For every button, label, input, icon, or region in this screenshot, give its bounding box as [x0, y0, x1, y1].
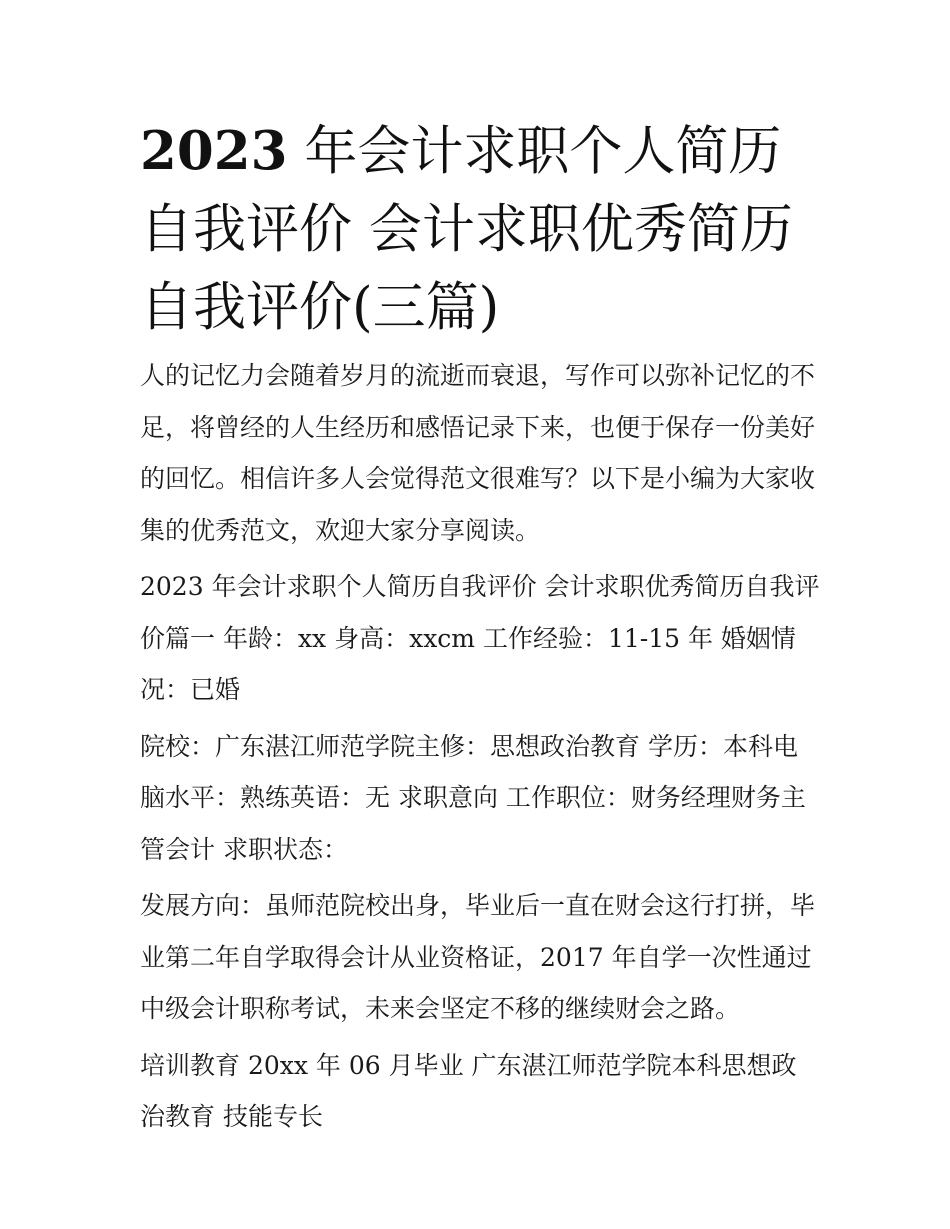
career-direction-paragraph: 发展方向：虽师范院校出身，毕业后一直在财会这行打拼，毕业第二年自学取得会计从业资格证，2017 年自学一次性通过中级会计职称考试，未来会坚定不移的继续财会之路。 [140, 891, 816, 1023]
document-body [140, 350, 820, 1148]
resume-basic-info-paragraph: 2023 年会计求职个人简历自我评价 会计求职优秀简历自我评价篇一 年龄：xx 身高：xxcm 工作经验：11-15 年 婚姻情况：已婚 [140, 572, 820, 704]
title-year: 2023 [140, 120, 288, 182]
document-title [140, 112, 820, 347]
intro-paragraph: 人的记忆力会随着岁月的流逝而衰退，写作可以弥补记忆的不足，将曾经的人生经历和感悟记录下来，也便于保存一份美好的回忆。相信许多人会觉得范文很难写？以下是小编为大家收集的优秀范文，欢迎大家分享阅读。 [140, 361, 816, 545]
education-intent-paragraph: 院校：广东湛江师范学院主修：思想政治教育 学历：本科电脑水平：熟练英语：无 求职意向 工作职位：财务经理财务主管会计 求职状态： [140, 731, 806, 864]
training-paragraph: 培训教育 20xx 年 06 月毕业 广东湛江师范学院本科思想政治教育 技能专长 [140, 1050, 797, 1131]
title-text: 年会计求职个人简历自我评价 会计求职优秀简历自我评价(三篇) [140, 121, 793, 338]
